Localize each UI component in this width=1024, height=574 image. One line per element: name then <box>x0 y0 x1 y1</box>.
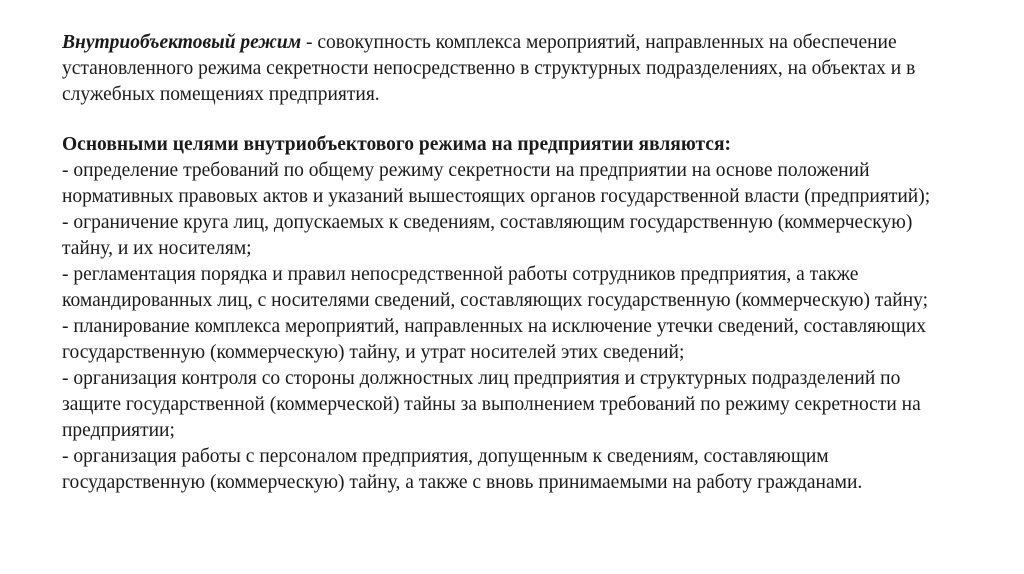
intro-paragraph <box>62 30 962 108</box>
goal-item: - определение требований по общему режиму секретности на предприятии на основе положений нормативных правовых актов и указаний вышестоящих органов государственной власти (предприятий); <box>62 160 931 207</box>
slide-body <box>62 30 962 496</box>
goal-item: - организация работы с персоналом предприятия, допущенным к сведениям, составляющим государственную (коммерческую) тайну, а также с вновь принимаемыми на работу гражданами. <box>62 446 863 493</box>
intro-definition: - совокупность комплекса мероприятий, направленных на обеспечение установленного режима секретности непосредственно в структурных подразделениях, на объектах и в служебных помещениях предприятия. <box>62 32 916 105</box>
intro-term: Внутриобъектовый режим <box>62 32 302 53</box>
goal-item: - планирование комплекса мероприятий, направленных на исключение утечки сведений, составляющих государственную (коммерческую) тайну, и утрат носителей этих сведений; <box>62 316 926 363</box>
paragraph-gap <box>62 108 962 132</box>
goal-item: - регламентация порядка и правил непосредственной работы сотрудников предприятия, а также командированных лиц, с носителями сведений, составляющих государственную (коммерческую) тайну; <box>62 264 929 311</box>
goals-heading: Основными целями внутриобъектового режима на предприятии являются: <box>62 134 732 155</box>
goals-section <box>62 132 962 496</box>
goal-item: - организация контроля со стороны должностных лиц предприятия и структурных подразделений по защите государственной (коммерческой) тайны за выполнением требований по режиму секретности на предприятии; <box>62 368 921 441</box>
goal-item: - ограничение круга лиц, допускаемых к сведениям, составляющим государственную (коммерческую) тайну, и их носителям; <box>62 212 913 259</box>
